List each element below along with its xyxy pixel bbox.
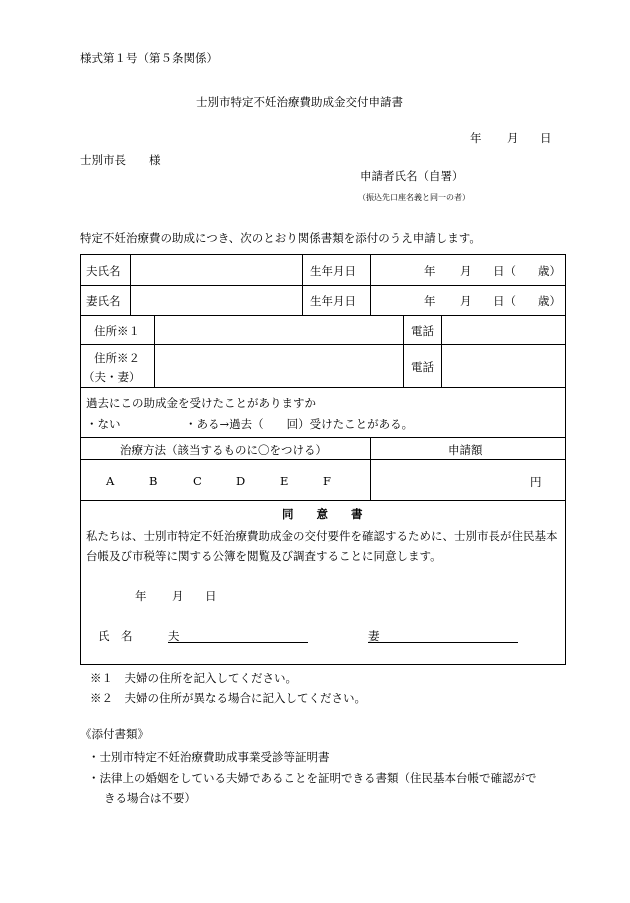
method-option-b[interactable]: B [149,474,158,488]
consent-name-label: 氏 名 [98,629,133,643]
consent-title: 同 意 書 [282,507,363,521]
method-option-a[interactable]: A [106,474,115,488]
amount-header: 申請額 [448,443,483,457]
date-month-label: 月 [507,131,519,145]
wife-name-field[interactable] [136,290,296,310]
address1-label: 住所※１ [94,324,140,338]
husband-birth-year: 年 [424,264,436,278]
husband-birth-label: 生年月日 [310,264,356,278]
amount-field[interactable] [378,467,523,491]
addressee: 士別市長 様 [80,153,161,167]
husband-birth-day: 日（ [493,264,516,278]
consent-day-label: 日 [205,589,217,603]
attachment-item-1: ・士別市特定不妊治療費助成事業受診等証明書 [88,750,330,764]
address1-field[interactable] [160,320,398,340]
consent-month-label: 月 [172,589,184,603]
attachment-item-2-line1: ・法律上の婚姻をしている夫婦であることを証明できる書類（住民基本台帳で確認がで [88,771,537,785]
husband-age: 歳） [538,264,561,278]
past-receipt-yes-option[interactable]: ・ある→過去（ 回）受けたことがある。 [185,417,414,431]
address2-sub-label: （夫・妻） [83,370,141,384]
attachment-item-2-line2: きる場合は不要） [104,791,196,805]
method-option-d[interactable]: D [236,474,246,488]
wife-birth-day: 日（ [493,294,516,308]
wife-name-label: 妻氏名 [86,294,121,308]
consent-year-label: 年 [135,589,147,603]
wife-birth-month: 月 [460,294,472,308]
consent-text-line2: 台帳及び市税等に関する公簿を閲覧及び調査することに同意します。 [86,549,442,563]
wife-age: 歳） [538,294,561,308]
note-1: ※１ 夫婦の住所を記入してください。 [90,671,297,685]
treatment-method-header: 治療方法（該当するものに〇をつける） [120,443,327,457]
attachments-heading: 《添付書類》 [80,727,149,741]
date-day-label: 日 [540,131,552,145]
wife-birth-year: 年 [424,294,436,308]
consent-husband-label: 夫 [168,629,180,643]
form-number: 様式第１号（第５条関係） [80,51,218,65]
past-receipt-question: 過去にこの助成金を受けたことがありますか [86,396,316,410]
address2-field[interactable] [160,352,398,380]
husband-name-field[interactable] [136,260,296,280]
phone1-label: 電話 [411,324,434,338]
phone2-field[interactable] [447,352,559,380]
method-option-e[interactable]: E [280,474,289,488]
husband-birth-month: 月 [460,264,472,278]
address2-label: 住所※２ [94,351,140,365]
wife-signature-line[interactable] [368,642,518,643]
phone2-label: 電話 [411,360,434,374]
husband-signature-line[interactable] [168,642,308,643]
past-receipt-no-option[interactable]: ・ない [86,417,121,431]
method-option-f[interactable]: F [323,474,331,488]
phone1-field[interactable] [447,320,559,340]
applicant-note: （振込先口座名義と同一の者） [358,193,470,202]
husband-name-label: 夫氏名 [86,264,121,278]
applicant-label: 申請者氏名（自署） [360,169,464,183]
date-year-label: 年 [470,131,482,145]
note-2: ※２ 夫婦の住所が異なる場合に記入してください。 [90,691,366,705]
consent-text-line1: 私たちは、士別市特定不妊治療費助成金の交付要件を確認するために、士別市長が住民基本 [86,529,558,543]
amount-unit: 円 [530,475,542,489]
page-title: 士別市特定不妊治療費助成金交付申請書 [196,95,403,109]
method-option-c[interactable]: C [193,474,202,488]
consent-wife-label: 妻 [368,629,380,643]
intro-text: 特定不妊治療費の助成につき、次のとおり関係書類を添付のうえ申請します。 [80,231,481,245]
wife-birth-label: 生年月日 [310,294,356,308]
